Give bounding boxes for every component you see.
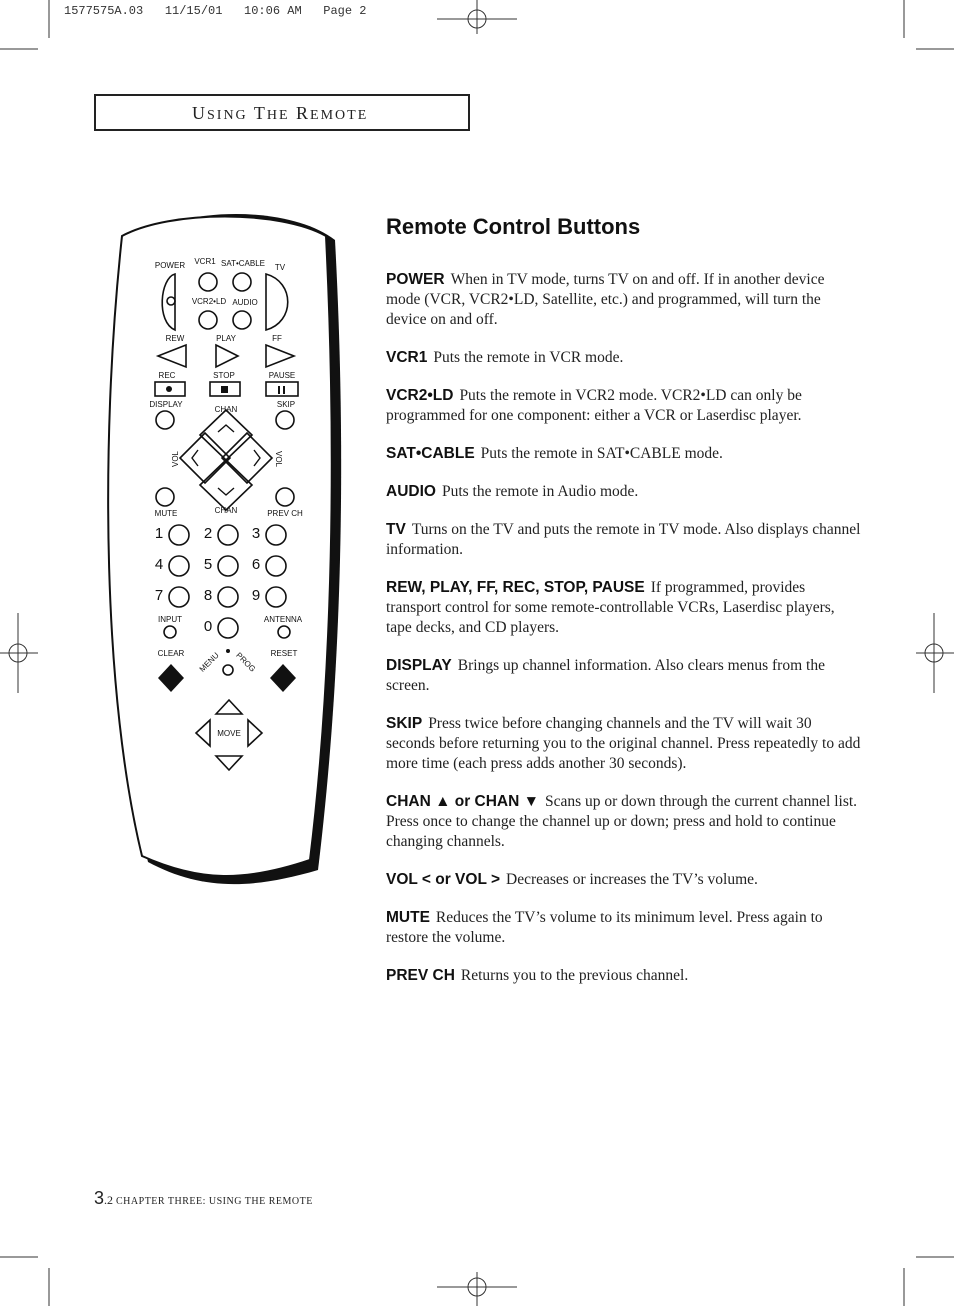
remote-label-display: DISPLAY (149, 400, 183, 409)
footer-chapter: CHAPTER THREE: USING THE REMOTE (116, 1196, 313, 1207)
header-part-emote: EMOTE (310, 108, 369, 123)
entry-sat-cable (386, 444, 862, 464)
entry-term: SKIP (386, 715, 423, 732)
entry-term: PREV CH (386, 967, 455, 984)
remote-digit-0: 0 (203, 618, 213, 635)
entry-term: AUDIO (386, 483, 436, 500)
remote-label-rew: REW (165, 334, 185, 343)
entry-term: POWER (386, 271, 445, 288)
remote-label-ff: FF (272, 334, 282, 343)
page-number: 3 (94, 1188, 105, 1208)
page-number-sub: .2 (104, 1193, 114, 1207)
remote-digit-9: 9 (251, 587, 261, 604)
remote-label-vcr1: VCR1 (194, 257, 216, 266)
remote-label-play: PLAY (216, 334, 236, 343)
remote-digit-7: 7 (154, 587, 164, 604)
entry-text: Decreases or increases the TV’s volume. (506, 871, 758, 888)
remote-label-input: INPUT (158, 615, 182, 624)
entry-term: TV (386, 521, 406, 538)
entry-mute (386, 908, 862, 948)
remote-label-rec: REC (158, 371, 176, 380)
remote-digit-4: 4 (154, 556, 164, 573)
remote-label-reset: RESET (270, 649, 298, 658)
remote-illustration (105, 210, 355, 890)
entry-text: Puts the remote in VCR mode. (433, 349, 624, 366)
entry-text: Reduces the TV’s volume to its minimum level. Press again to restore the volume. (386, 909, 823, 946)
remote-label-prog: PROG (234, 650, 258, 674)
entry-term: VCR1 (386, 349, 428, 366)
remote-label-pause: PAUSE (268, 371, 296, 380)
entry-term: DISPLAY (386, 657, 452, 674)
entry-term: CHAN ▲ or CHAN ▼ (386, 793, 539, 810)
entry-text: If programmed, provides transport control for some remote-controllable VCRs, Laserdisc players, tape decks, and CD players. (386, 579, 835, 636)
entry-display (386, 656, 862, 696)
entry-term: REW, PLAY, FF, REC, STOP, PAUSE (386, 579, 645, 596)
entry-text: When in TV mode, turns TV on and off. If in another device mode (VCR, VCR2•LD, Satellite, etc.) and programmed, will turn the device on and off. (386, 271, 825, 328)
entry-tv (386, 520, 862, 560)
remote-digit-1: 1 (154, 525, 164, 542)
header-letter-t: T (253, 103, 267, 123)
entry-vcr1 (386, 348, 862, 368)
remote-digit-3: 3 (251, 525, 261, 542)
entry-term: SAT•CABLE (386, 445, 475, 462)
remote-label-tv: TV (274, 263, 286, 272)
header-letter-u: U (192, 103, 207, 123)
entry-term: VOL < or VOL > (386, 871, 500, 888)
remote-label-stop: STOP (213, 371, 235, 380)
button-descriptions (386, 270, 862, 1004)
remote-label-prev-ch: PREV CH (267, 509, 303, 518)
entry-term: MUTE (386, 909, 430, 926)
remote-digit-2: 2 (203, 525, 213, 542)
entry-text: Puts the remote in SAT•CABLE mode. (480, 445, 723, 462)
entry-text: Press twice before changing channels and the TV will wait 30 seconds before returning you to the original channel. Press repeatedly to add more time (each press adds another 30 seconds). (386, 715, 861, 772)
remote-digit-5: 5 (203, 556, 213, 573)
entry-text: Returns you to the previous channel. (460, 967, 689, 984)
remote-digit-8: 8 (203, 587, 213, 604)
printer-slug: 1577575A.03 11/15/01 10:06 AM Page 2 (64, 4, 367, 18)
remote-label-menu: MENU (197, 650, 221, 674)
entry-prev-ch (386, 966, 862, 986)
section-title: Remote Control Buttons (386, 214, 641, 239)
remote-label-power: POWER (154, 261, 186, 270)
entry-text: Scans up or down through the current channel list. Press once to change the channel up or down; press and hold to continue changing channels. (386, 793, 858, 850)
remote-label-chan-bottom: CHAN (214, 506, 238, 515)
remote-body (108, 217, 332, 877)
entry-text: Brings up channel information. Also clears menus from the screen. (386, 657, 825, 694)
entry-term: VCR2•LD (386, 387, 454, 404)
entry-skip (386, 714, 862, 774)
entry-transport (386, 578, 862, 638)
header-part-sing: SING (207, 108, 248, 123)
remote-label-vol-left: VOL (171, 450, 180, 468)
entry-text: Puts the remote in VCR2 mode. VCR2•LD can only be programmed for one component: either a VCR or Laserdisc player. (386, 387, 802, 424)
remote-label-vcr2ld: VCR2•LD (191, 297, 227, 306)
entry-chan (386, 792, 862, 852)
remote-label-skip: SKIP (276, 400, 296, 409)
remote-label-clear: CLEAR (157, 649, 185, 658)
remote-label-mute: MUTE (154, 509, 178, 518)
entry-vol (386, 870, 862, 890)
remote-label-sat-cable: SAT•CABLE (221, 259, 265, 268)
remote-digit-6: 6 (251, 556, 261, 573)
remote-label-antenna: ANTENNA (263, 615, 303, 624)
entry-text: Puts the remote in Audio mode. (441, 483, 639, 500)
remote-label-move: MOVE (217, 729, 241, 738)
page-footer (94, 1188, 313, 1209)
remote-label-audio: AUDIO (232, 298, 258, 307)
chapter-header (94, 94, 470, 131)
header-letter-r: R (296, 103, 311, 123)
remote-label-vol-right: VOL (274, 450, 283, 468)
entry-power (386, 270, 862, 330)
entry-vcr2ld (386, 386, 862, 426)
header-part-he: HE (266, 108, 290, 123)
entry-text: Turns on the TV and puts the remote in TV mode. Also displays channel information. (386, 521, 861, 558)
entry-audio (386, 482, 862, 502)
remote-label-chan-top: CHAN (214, 405, 238, 414)
